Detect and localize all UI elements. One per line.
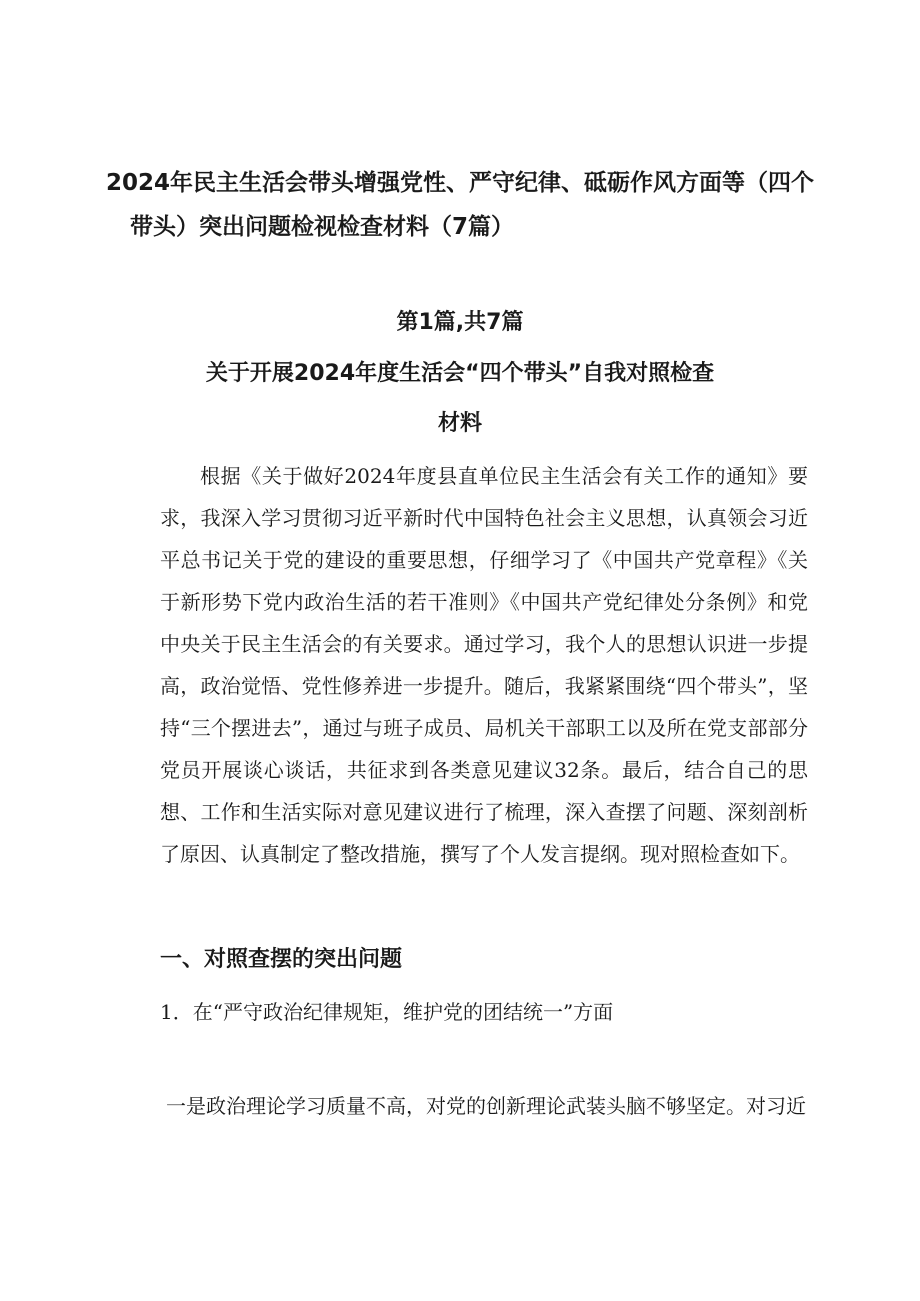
point-paragraph: 一是政治理论学习质量不高，对党的创新理论武装头脑不够坚定。对习近 <box>166 1094 806 1118</box>
document-title-line2-text: 带头）突出问题检视检查材料（7篇） <box>129 214 514 240</box>
intro-paragraph: 根据《关于做好2024年度县直单位民主生活会有关工作的通知》要求，我深入学习贯彻习近平新时代中国特色社会主义思想，认真领会习近平总书记关于党的建设的重要思想，仔细学习了《中国共产党章程》《关于新形势下党内政治生活的若干准则》《中国共产党纪律处分条例》和党中央关于民主生活会的有关要求。通过学习，我个人的思想认识进一步提高，政治觉悟、党性修养进一步提升。随后，我紧紧围绕“四个带头”，坚持“三个摆进去”，通过与班子成员、局机关干部职工以及所在党支部部分党员开展谈心谈话，共征求到各类意见建议32条。最后，结合自己的思想、工作和生活实际对意见建议进行了梳理，深入查摆了问题、深刻剖析了原因、认真制定了整改措施，撰写了个人发言提纲。现对照检查如下。 <box>160 464 808 866</box>
part-label: 第1篇,共7篇 <box>396 310 524 335</box>
document-title-line1: 2024年民主生活会带头增强党性、严守纪律、砥砺作风方面等（四个 <box>105 170 814 196</box>
item-heading: 1．在“严守政治纪律规矩，维护党的团结统一”方面 <box>160 1000 614 1024</box>
subtitle-line1: 关于开展2024年度生活会“四个带头”自我对照检查 <box>205 361 715 386</box>
section-heading: 一、对照查摆的突出问题 <box>160 947 403 972</box>
subtitle-line2: 材料 <box>437 411 482 436</box>
document-title-line2 <box>0 212 920 242</box>
